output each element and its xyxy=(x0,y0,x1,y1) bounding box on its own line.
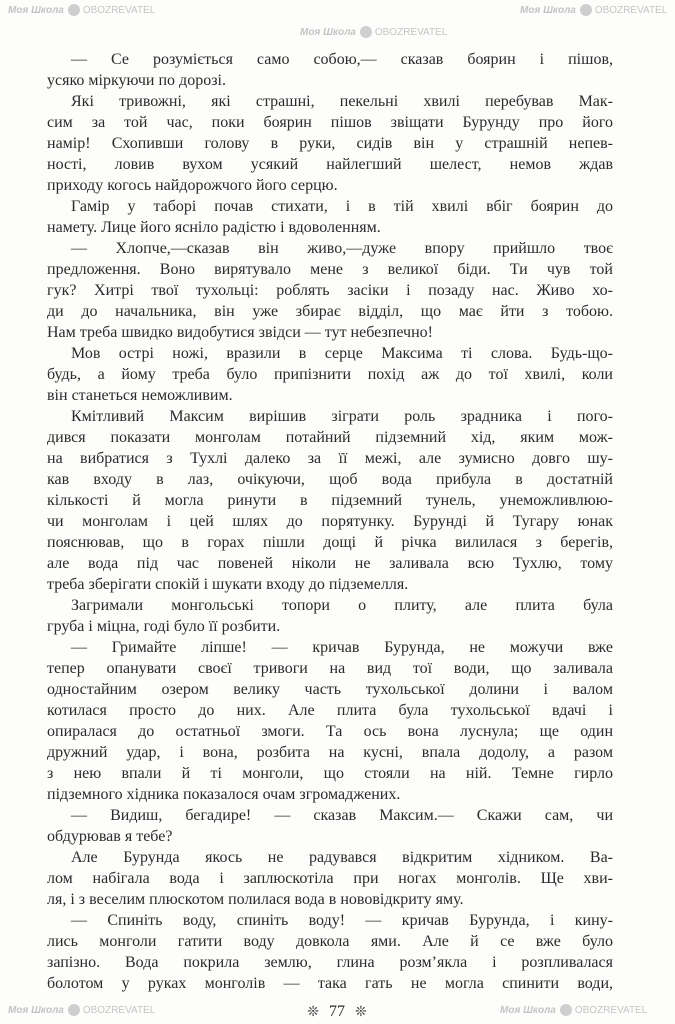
watermark-school: Моя Школа xyxy=(500,1005,556,1016)
paragraph xyxy=(47,595,613,637)
text-line: гук? Хитрі твої тухольці: роблять засіки і позаду нас. Живо хо- xyxy=(47,282,613,299)
text-line: Гамір у таборі почав стихати, і в тій хвилі вбіг боярин до xyxy=(71,198,613,215)
paragraph xyxy=(47,49,613,91)
watermark-school: Моя Школа xyxy=(8,1005,64,1016)
paragraph xyxy=(47,910,613,994)
watermark-logo xyxy=(520,4,667,18)
text-line: усяко міркуючи по дорозі. xyxy=(47,72,226,89)
text-line: болотом у руках монголів — така гать не могла спинити води, xyxy=(47,975,613,992)
paragraph xyxy=(47,847,613,910)
page-number: 77 xyxy=(329,1003,345,1020)
watermark-logo xyxy=(8,4,155,18)
text-line: — Хлопче,—сказав він живо,—дуже впору прийшло твоє xyxy=(71,240,613,257)
obozrevatel-logo-icon xyxy=(68,4,80,16)
watermark-school: Моя Школа xyxy=(8,5,64,16)
text-line: сим за той час, поки боярин пішов звіщати Бурунду про його xyxy=(47,114,613,131)
text-line: — Видиш, бегадире! — сказав Максим.— Скажи сам, чи xyxy=(71,807,613,824)
ornament-right-icon: ❊ xyxy=(355,1005,367,1020)
watermark-logo xyxy=(500,1004,647,1018)
text-line: тепер опанувати своєї тривоги на вид тої води, що заливала xyxy=(47,660,613,677)
watermark-brand: OBOZREVATEL xyxy=(594,5,668,16)
watermark-logo xyxy=(8,1004,155,1018)
text-line: лом набігала вода і заплюскотіла при ногах монголів. Ще хви- xyxy=(47,870,613,887)
watermark-brand: OBOZREVATEL xyxy=(82,5,156,16)
text-line: кав входу в лаз, очікуючи, щоб вода прибула в достатній xyxy=(47,471,613,488)
paragraph xyxy=(47,805,613,847)
text-line: Загримали монгольські топори о плиту, але плита була xyxy=(71,597,613,614)
obozrevatel-logo-icon xyxy=(560,1004,572,1016)
watermark-logo xyxy=(300,26,447,40)
text-line: підземного хідника показалося очам згромаджених. xyxy=(47,786,401,803)
text-line: запізно. Вода покрила землю, глина розм’якла і розпливалася xyxy=(47,954,613,971)
text-line: намір! Схопивши голову в руки, сидів він у страшній непев- xyxy=(47,135,613,152)
paragraph xyxy=(47,196,613,238)
text-line: котилася просто до них. Але плита була тухольської вдачі і xyxy=(47,702,613,719)
text-line: на вибратися з Тухлі далеко за її межі, але зумисно довго шу- xyxy=(47,450,613,467)
paragraph xyxy=(47,406,613,595)
text-line: — Спиніть воду, спиніть воду! — кричав Бурунда, і кину- xyxy=(71,912,613,929)
watermark-brand: OBOZREVATEL xyxy=(374,27,448,38)
text-line: предложення. Воно вирятувало мене з великої біди. Ти чув той xyxy=(47,261,613,278)
text-line: груба і міцна, годі було її розбити. xyxy=(47,618,281,635)
text-line: але вода під час повеней ніколи не заливала всю Тухлю, тому xyxy=(47,555,613,572)
text-line: дився показати монголам потайний підземний хід, яким мож- xyxy=(47,429,613,446)
ornament-left-icon: ❊ xyxy=(307,1005,319,1020)
text-line: одностайним озером велику часть тухольської долини і валом xyxy=(47,681,613,698)
paragraph xyxy=(47,343,613,406)
paragraph xyxy=(47,238,613,343)
text-line: ності, ловив вухом усякий найлегший шелест, немов ждав xyxy=(47,156,613,173)
obozrevatel-logo-icon xyxy=(580,4,592,16)
text-line: ди до начальника, він уже збирає відділ, що має йти з тобою. xyxy=(47,303,613,320)
text-line: з нею впали й ті монголи, що стояли на ній. Темне гирло xyxy=(47,765,613,782)
watermark-brand: OBOZREVATEL xyxy=(82,1005,156,1016)
text-line: приходу когось найдорожчого його серцю. xyxy=(47,177,338,194)
text-line: він станеться неможливим. xyxy=(47,387,233,404)
text-line: треба зберігати спокій і шукати входу до підземелля. xyxy=(47,576,409,593)
page-body-text xyxy=(47,49,613,994)
page-footer xyxy=(237,1002,437,1023)
text-line: чи монголам і цей шлях до порятунку. Бурунді й Тугару юнак xyxy=(47,513,613,530)
text-line: обдурював я тебе? xyxy=(47,828,173,845)
text-line: ля, і з веселим плюскотом полилася вода в нововідкриту яму. xyxy=(47,891,464,908)
obozrevatel-logo-icon xyxy=(360,26,372,38)
text-line: дружний удар, і вона, розбита на кусні, впала додолу, а разом xyxy=(47,744,613,761)
watermark-school: Моя Школа xyxy=(300,27,356,38)
watermark-school: Моя Школа xyxy=(520,5,576,16)
text-line: — Гримайте ліпше! — кричав Бурунда, не можучи вже xyxy=(71,639,613,656)
watermark-brand: OBOZREVATEL xyxy=(574,1005,648,1016)
text-line: Але Бурунда якось не радувався відкритим хідником. Ва- xyxy=(71,849,613,866)
text-line: Нам треба швидко видобутися звідси — тут небезпечно! xyxy=(47,324,433,341)
obozrevatel-logo-icon xyxy=(68,1004,80,1016)
text-line: Кмітливий Максим вирішив зіграти роль зрадника і пого- xyxy=(71,408,613,425)
text-line: пояснював, що в горах пішли дощі й річка вилилася з берегів, xyxy=(47,534,613,551)
text-line: лись монголи гатити воду довкола ями. Але й се вже було xyxy=(47,933,613,950)
text-line: Мов острі ножі, вразили в серце Максима ті слова. Будь-що- xyxy=(71,345,613,362)
paragraph xyxy=(47,637,613,805)
text-line: будь, а йому треба було припізнити похід аж до тої хвилі, коли xyxy=(47,366,613,383)
text-line: Які тривожні, які страшні, пекельні хвилі перебував Мак- xyxy=(71,93,613,110)
text-line: опиралася до остатньої змоги. Та ось вона луснула; ще один xyxy=(47,723,613,740)
paragraph xyxy=(47,91,613,196)
text-line: кількості й могла ринути в підземний тунель, унеможливлюю- xyxy=(47,492,613,509)
text-line: — Се розуміється само собою,— сказав боярин і пішов, xyxy=(71,51,613,68)
text-line: намету. Лице його ясніло радістю і вдоволенням. xyxy=(47,219,381,236)
